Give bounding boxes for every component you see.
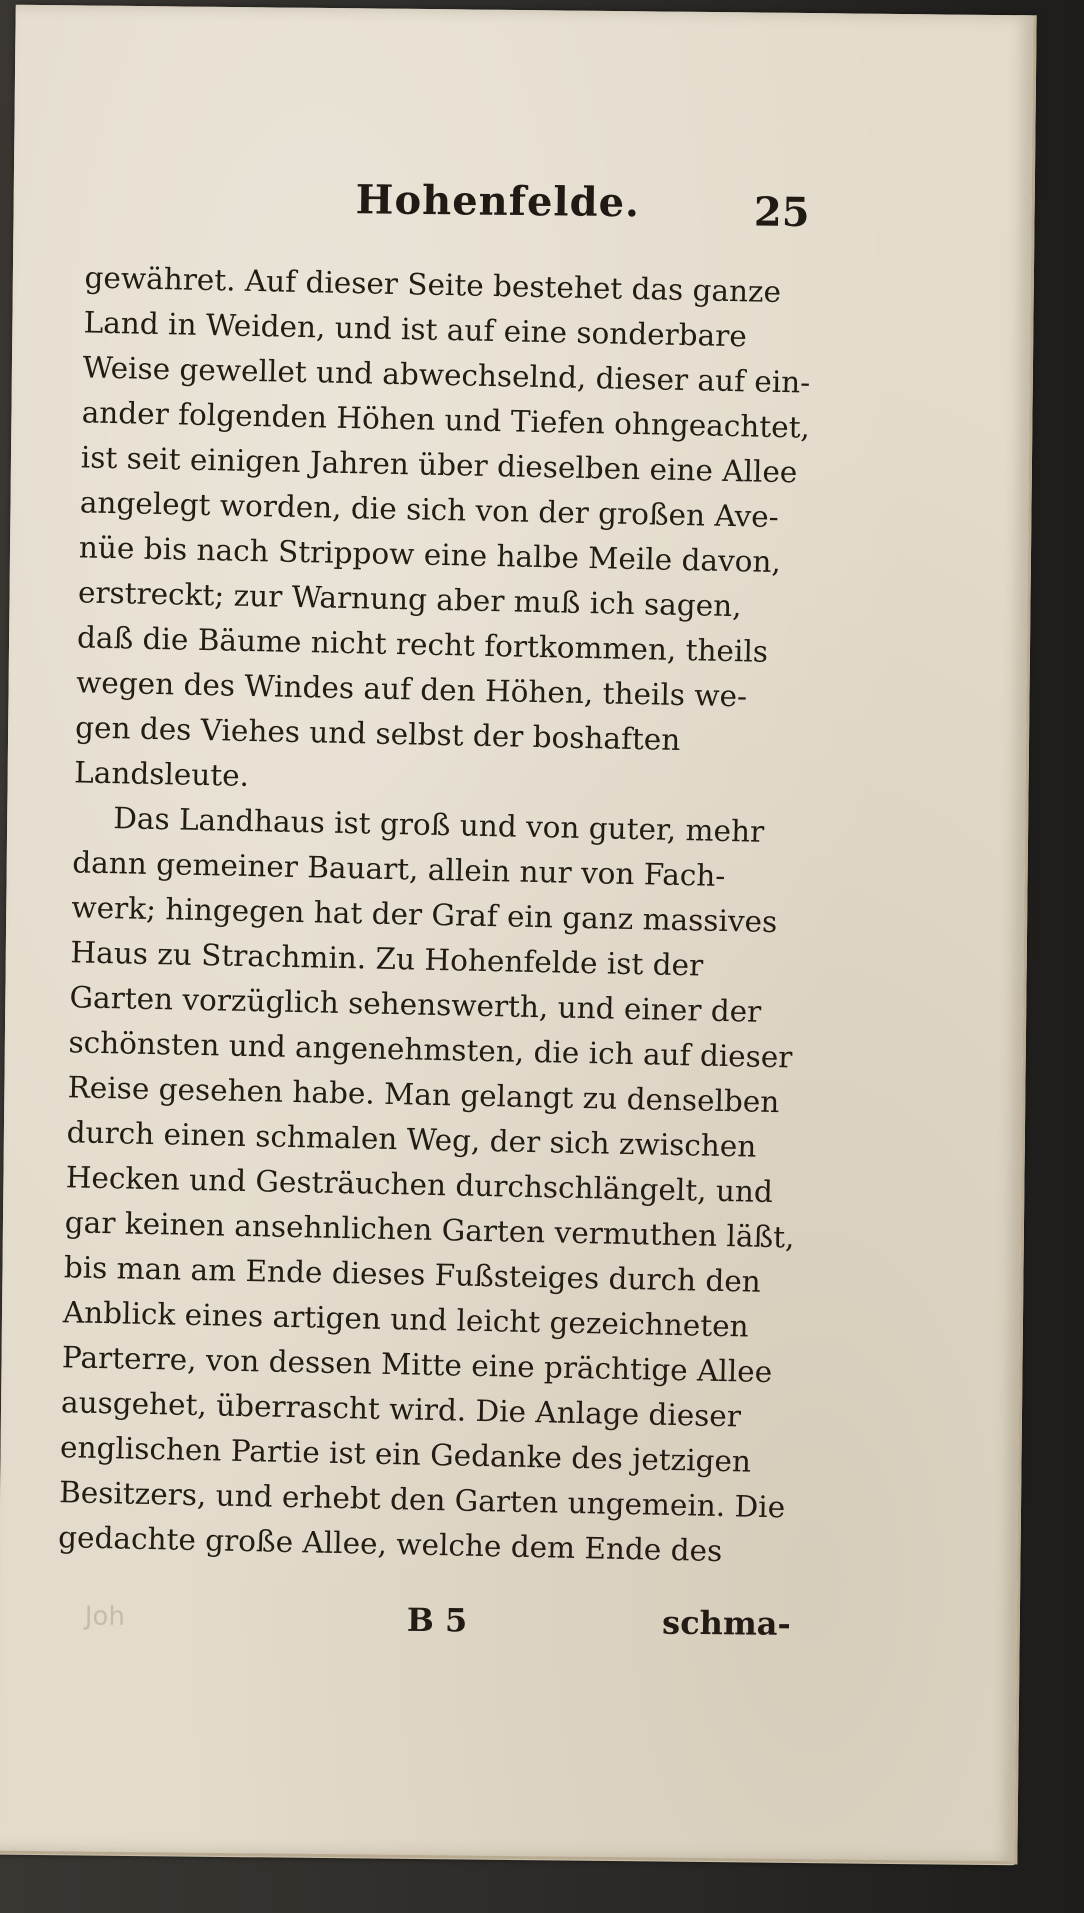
page-sheet — [0, 5, 1037, 1865]
text-line: werk; hingegen hat der Graf ein ganz massives — [71, 890, 778, 940]
page-number: 25 — [753, 188, 810, 237]
running-title: Hohenfelde. — [355, 176, 641, 227]
text-line: Hecken und Gesträuchen durchschlängelt, und — [65, 1160, 774, 1210]
text-line: daß die Bäume nicht recht fortkommen, theils — [76, 620, 769, 669]
text-line: Reise gesehen habe. Man gelangt zu denselben — [67, 1070, 780, 1120]
text-line: gedachte große Allee, welche dem Ende des — [57, 1520, 723, 1569]
printer-signature: B 5 — [406, 1600, 468, 1640]
text-line: gewähret. Auf dieser Seite bestehet das ganze — [84, 260, 782, 310]
text-line: Parterre, von dessen Mitte eine prächtige Allee — [61, 1340, 773, 1390]
text-line-indented: Das Landhaus ist groß und von guter, mehr — [112, 801, 765, 849]
text-line: gar keinen ansehnlichen Garten vermuthen läßt, — [64, 1205, 795, 1255]
page-header — [85, 173, 810, 241]
text-line: bis man am Ende dieses Fußsteiges durch den — [63, 1250, 762, 1299]
text-line: Landsleute. — [73, 755, 250, 793]
text-line: Garten vorzüglich sehenswerth, und einer der — [69, 980, 762, 1029]
catchword: schma- — [661, 1603, 791, 1643]
text-line: ander folgenden Höhen und Tiefen ohngeachtet, — [81, 395, 811, 445]
text-line: englischen Partie ist ein Gedanke des jetzigen — [59, 1430, 752, 1479]
text-line: ausgehet, überrascht wird. Die Anlage dieser — [60, 1385, 742, 1434]
text-line: Weise gewellet und abwechselnd, dieser auf ein- — [82, 350, 811, 400]
show-through-mark: Joh — [84, 1601, 126, 1632]
text-line: Land in Weiden, und ist auf eine sonderbare — [83, 305, 748, 354]
body-text — [57, 255, 811, 1575]
page-footer — [71, 1597, 791, 1655]
paragraph-2 — [58, 795, 794, 1575]
text-line: ist seit einigen Jahren über dieselben eine Allee — [80, 440, 798, 490]
text-line: erstreckt; zur Warnung aber muß ich sagen, — [77, 575, 742, 624]
text-line: nüe bis nach Strippow eine halbe Meile davon, — [78, 530, 782, 580]
text-line: Haus zu Strachmin. Zu Hohenfelde ist der — [70, 935, 704, 983]
text-line: durch einen schmalen Weg, der sich zwischen — [66, 1115, 757, 1164]
text-line: wegen des Windes auf den Höhen, theils we- — [75, 665, 748, 714]
text-line: schönsten und angenehmsten, die ich auf dieser — [68, 1025, 793, 1075]
text-line: angelegt worden, die sich von der großen Ave- — [79, 485, 780, 535]
book-page — [0, 5, 1036, 1866]
text-line: gen des Viehes und selbst der boshaften — [74, 710, 681, 758]
text-line: Anblick eines artigen und leicht gezeichneten — [62, 1295, 749, 1344]
text-line: Besitzers, und erhebt den Garten ungemein. Die — [58, 1475, 786, 1525]
paragraph-1 — [73, 255, 811, 810]
text-line: dann gemeiner Bauart, allein nur von Fach- — [72, 845, 726, 893]
